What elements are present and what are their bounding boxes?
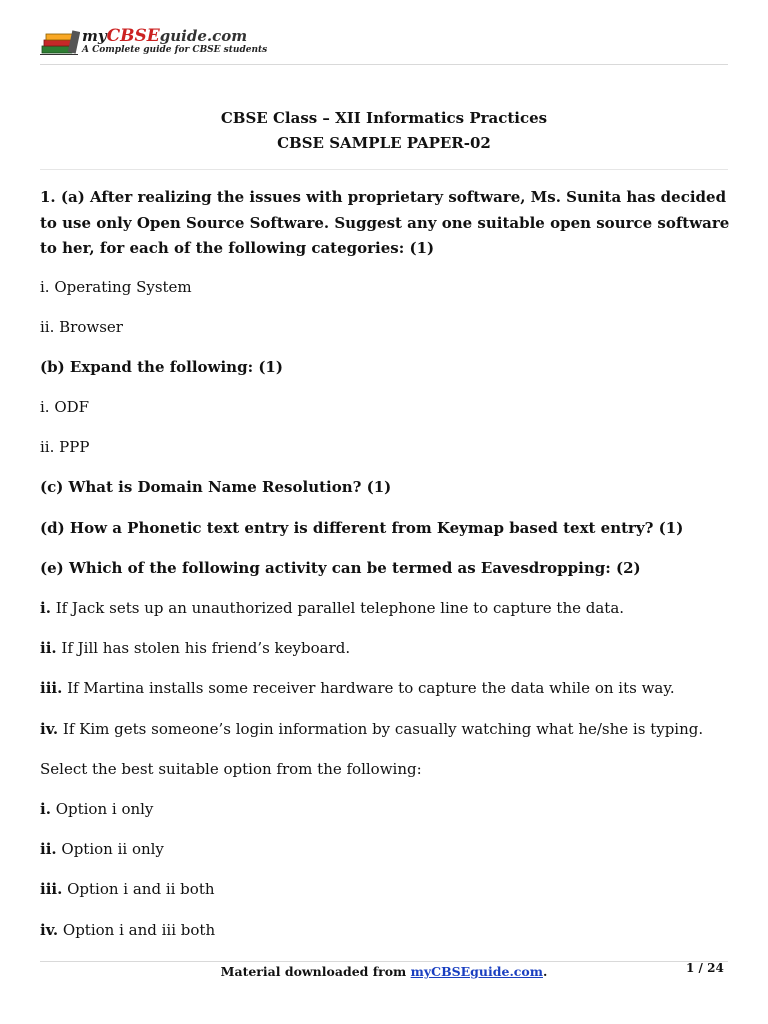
option-text: Option i and iii both (58, 920, 216, 939)
question-1a: 1. (a) After realizing the issues with proprietary software, Ms. Sunita has decided to use only Open Source Software. Suggest any one suitable open source software to her, for each of the following categories: (1) (40, 188, 730, 257)
list-item (40, 718, 730, 740)
list-item (40, 677, 730, 699)
question-1b: (b) Expand the following: (1) (40, 357, 283, 376)
list-item (40, 597, 730, 619)
item-text: If Jack sets up an unauthorized parallel telephone line to capture the data. (50, 599, 625, 617)
option-text: Option i and ii both (62, 880, 215, 899)
option-number: ii. (40, 840, 57, 859)
item-text: If Kim gets someone’s login information by casually watching what he/she is typing. (58, 719, 704, 738)
list-item: i. ODF (40, 398, 90, 417)
list-item: ii. PPP (40, 438, 90, 457)
question-1e: (e) Which of the following activity can be termed as Eavesdropping: (2) (40, 558, 641, 577)
option-number: i. (40, 799, 51, 818)
list-item: ii. Browser (40, 317, 123, 336)
select-prompt: Select the best suitable option from the following: (40, 759, 422, 778)
logo-tagline: A Complete guide for CBSE students (82, 45, 268, 55)
logo-name (82, 26, 247, 46)
books-icon (40, 30, 80, 56)
title-line-1: CBSE Class – XII Informatics Practices (220, 109, 548, 127)
option-text: Option i only (50, 799, 154, 818)
title-line-2: CBSE SAMPLE PAPER-02 (277, 134, 491, 152)
page-number: 1 / 24 (686, 961, 724, 975)
option-item (40, 878, 730, 900)
option-number: iii. (40, 880, 63, 899)
option-item (40, 919, 730, 941)
paper-title (40, 106, 728, 170)
logo-suffix: guide.com (159, 27, 248, 45)
option-item (40, 798, 730, 820)
logo-prefix: my (82, 27, 107, 45)
item-number: iv. (40, 719, 59, 738)
item-number: ii. (40, 639, 57, 658)
footer-divider (40, 961, 728, 962)
question-1d: (d) How a Phonetic text entry is different from Keymap based text entry? (1) (40, 518, 684, 537)
question-1c: (c) What is Domain Name Resolution? (1) (40, 478, 392, 497)
footer-text: Material downloaded from (220, 964, 411, 979)
item-number: i. (40, 599, 51, 617)
option-item (40, 838, 730, 860)
page-footer (0, 964, 768, 979)
item-number: iii. (40, 679, 63, 698)
list-item: i. Operating System (40, 277, 192, 296)
option-text: Option ii only (56, 840, 164, 859)
logo[interactable] (40, 26, 268, 60)
page-header (40, 26, 728, 65)
logo-brand: CBSE (106, 26, 160, 46)
item-text: If Jill has stolen his friend’s keyboard. (56, 639, 351, 658)
footer-link[interactable]: myCBSEguide.com (410, 964, 543, 979)
option-number: iv. (40, 920, 59, 939)
footer-suffix: . (542, 964, 548, 979)
item-text: If Martina installs some receiver hardware to capture the data while on its way. (62, 679, 675, 698)
question-content (40, 185, 730, 959)
list-item (40, 637, 730, 659)
